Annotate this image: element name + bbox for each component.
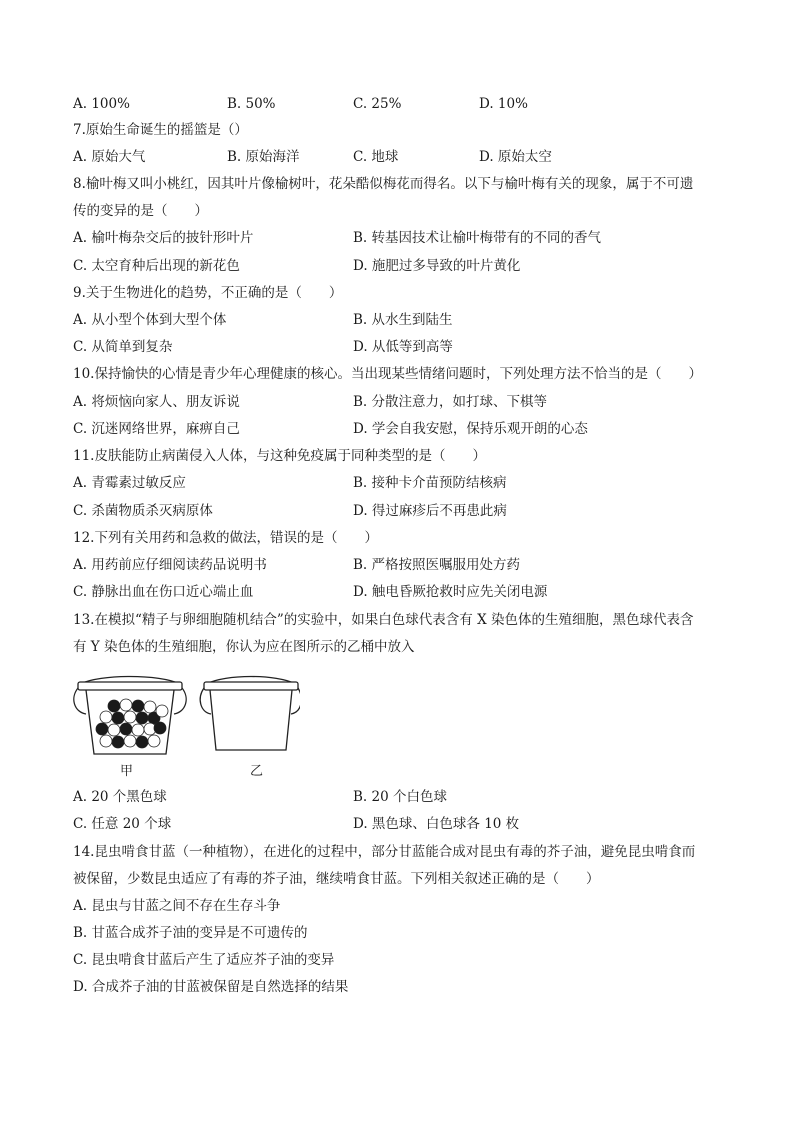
q8-option-b: B. 转基因技术让榆叶梅带有的不同的香气 [353, 230, 602, 246]
q14-option-d: D. 合成芥子油的甘蓝被保留是自然选择的结果 [73, 979, 349, 995]
q6-option-c: C. 25% [353, 96, 402, 112]
q10-stem: 10.保持愉快的心情是青少年心理健康的核心。当出现某些情绪问题时，下列处理方法不恰当的是（ ） [73, 366, 702, 382]
q9-option-b: B. 从水生到陆生 [353, 312, 453, 328]
q12-stem: 12.下列有关用药和急救的做法，错误的是（ ） [73, 530, 378, 546]
q12-option-b: B. 严格按照医嘱服用处方药 [353, 557, 521, 573]
q13-option-c: C. 任意 20 个球 [73, 816, 172, 832]
q8-stem-line2: 传的变异的是（ ） [73, 203, 208, 219]
q13-stem-line2: 有 Y 染色体的生殖细胞，你认为应在图所示的乙桶中放入 [73, 639, 415, 655]
q7-option-c: C. 地球 [353, 149, 399, 165]
q13-option-a: A. 20 个黑色球 [73, 789, 167, 805]
q8-option-d: D. 施肥过多导致的叶片黄化 [353, 258, 521, 274]
figure-label-jia: 甲 [120, 764, 134, 779]
q12-option-c: C. 静脉出血在伤口近心端止血 [73, 584, 254, 600]
q13-option-b: B. 20 个白色球 [353, 789, 447, 805]
q7-stem: 7.原始生命诞生的摇篮是（） [73, 122, 248, 138]
q9-stem: 9.关于生物进化的趋势，不正确的是（ ） [73, 285, 343, 301]
q13-option-d: D. 黑色球、白色球各 10 枚 [353, 816, 520, 832]
q13-stem-line1: 13.在模拟“精子与卵细胞随机结合”的实验中，如果白色球代表含有 X 染色体的生殖细胞，黑色球代表含 [73, 612, 694, 628]
bucket-jia-balls [96, 699, 168, 748]
q10-option-d: D. 学会自我安慰，保持乐观开朗的心态 [353, 421, 588, 437]
q14-option-c: C. 昆虫啃食甘蓝后产生了适应芥子油的变异 [73, 952, 335, 968]
q9-option-c: C. 从简单到复杂 [73, 339, 173, 355]
figure-label-yi: 乙 [250, 764, 264, 779]
q14-stem-line2: 被保留，少数昆虫适应了有毒的芥子油，继续啃食甘蓝。下列相关叙述正确的是（ ） [73, 871, 600, 887]
q14-stem-line1: 14.昆虫啃食甘蓝（一种植物），在进化的过程中，部分甘蓝能合成对昆虫有毒的芥子油，避免昆虫啃食而 [73, 844, 696, 860]
q11-option-d: D. 得过麻疹后不再患此病 [353, 503, 507, 519]
q7-option-b: B. 原始海洋 [227, 149, 300, 165]
q14-option-a: A. 昆虫与甘蓝之间不存在生存斗争 [73, 898, 281, 914]
q6-option-d: D. 10% [479, 96, 528, 112]
q8-option-a: A. 榆叶梅杂交后的披针形叶片 [73, 230, 254, 246]
q9-option-a: A. 从小型个体到大型个体 [73, 312, 227, 328]
q12-option-d: D. 触电昏厥抢救时应先关闭电源 [353, 584, 548, 600]
q8-stem-line1: 8.榆叶梅又叫小桃红，因其叶片像榆树叶，花朵酷似梅花而得名。以下与榆叶梅有关的现象，属于不可遗 [73, 176, 694, 192]
q14-option-b: B. 甘蓝合成芥子油的变异是不可遗传的 [73, 925, 308, 941]
q11-option-b: B. 接种卡介苗预防结核病 [353, 475, 507, 491]
bucket-diagram [70, 668, 300, 780]
q9-option-d: D. 从低等到高等 [353, 339, 453, 355]
q10-option-c: C. 沉迷网络世界，麻痹自己 [73, 421, 240, 437]
q11-stem: 11.皮肤能防止病菌侵入人体，与这种免疫属于同种类型的是（ ） [73, 448, 486, 464]
q6-option-a: A. 100% [73, 96, 130, 112]
q11-option-a: A. 青霉素过敏反应 [73, 475, 186, 491]
q10-option-a: A. 将烦恼向家人、朋友诉说 [73, 394, 240, 410]
q12-option-a: A. 用药前应仔细阅读药品说明书 [73, 557, 267, 573]
q8-option-c: C. 太空育种后出现的新花色 [73, 258, 240, 274]
q10-option-b: B. 分散注意力，如打球、下棋等 [353, 394, 548, 410]
q6-option-b: B. 50% [227, 96, 276, 112]
q11-option-c: C. 杀菌物质杀灭病原体 [73, 503, 213, 519]
bucket-yi [200, 677, 300, 751]
q7-option-a: A. 原始大气 [73, 149, 146, 165]
q7-option-d: D. 原始太空 [479, 149, 552, 165]
bucket-figure [70, 668, 300, 780]
